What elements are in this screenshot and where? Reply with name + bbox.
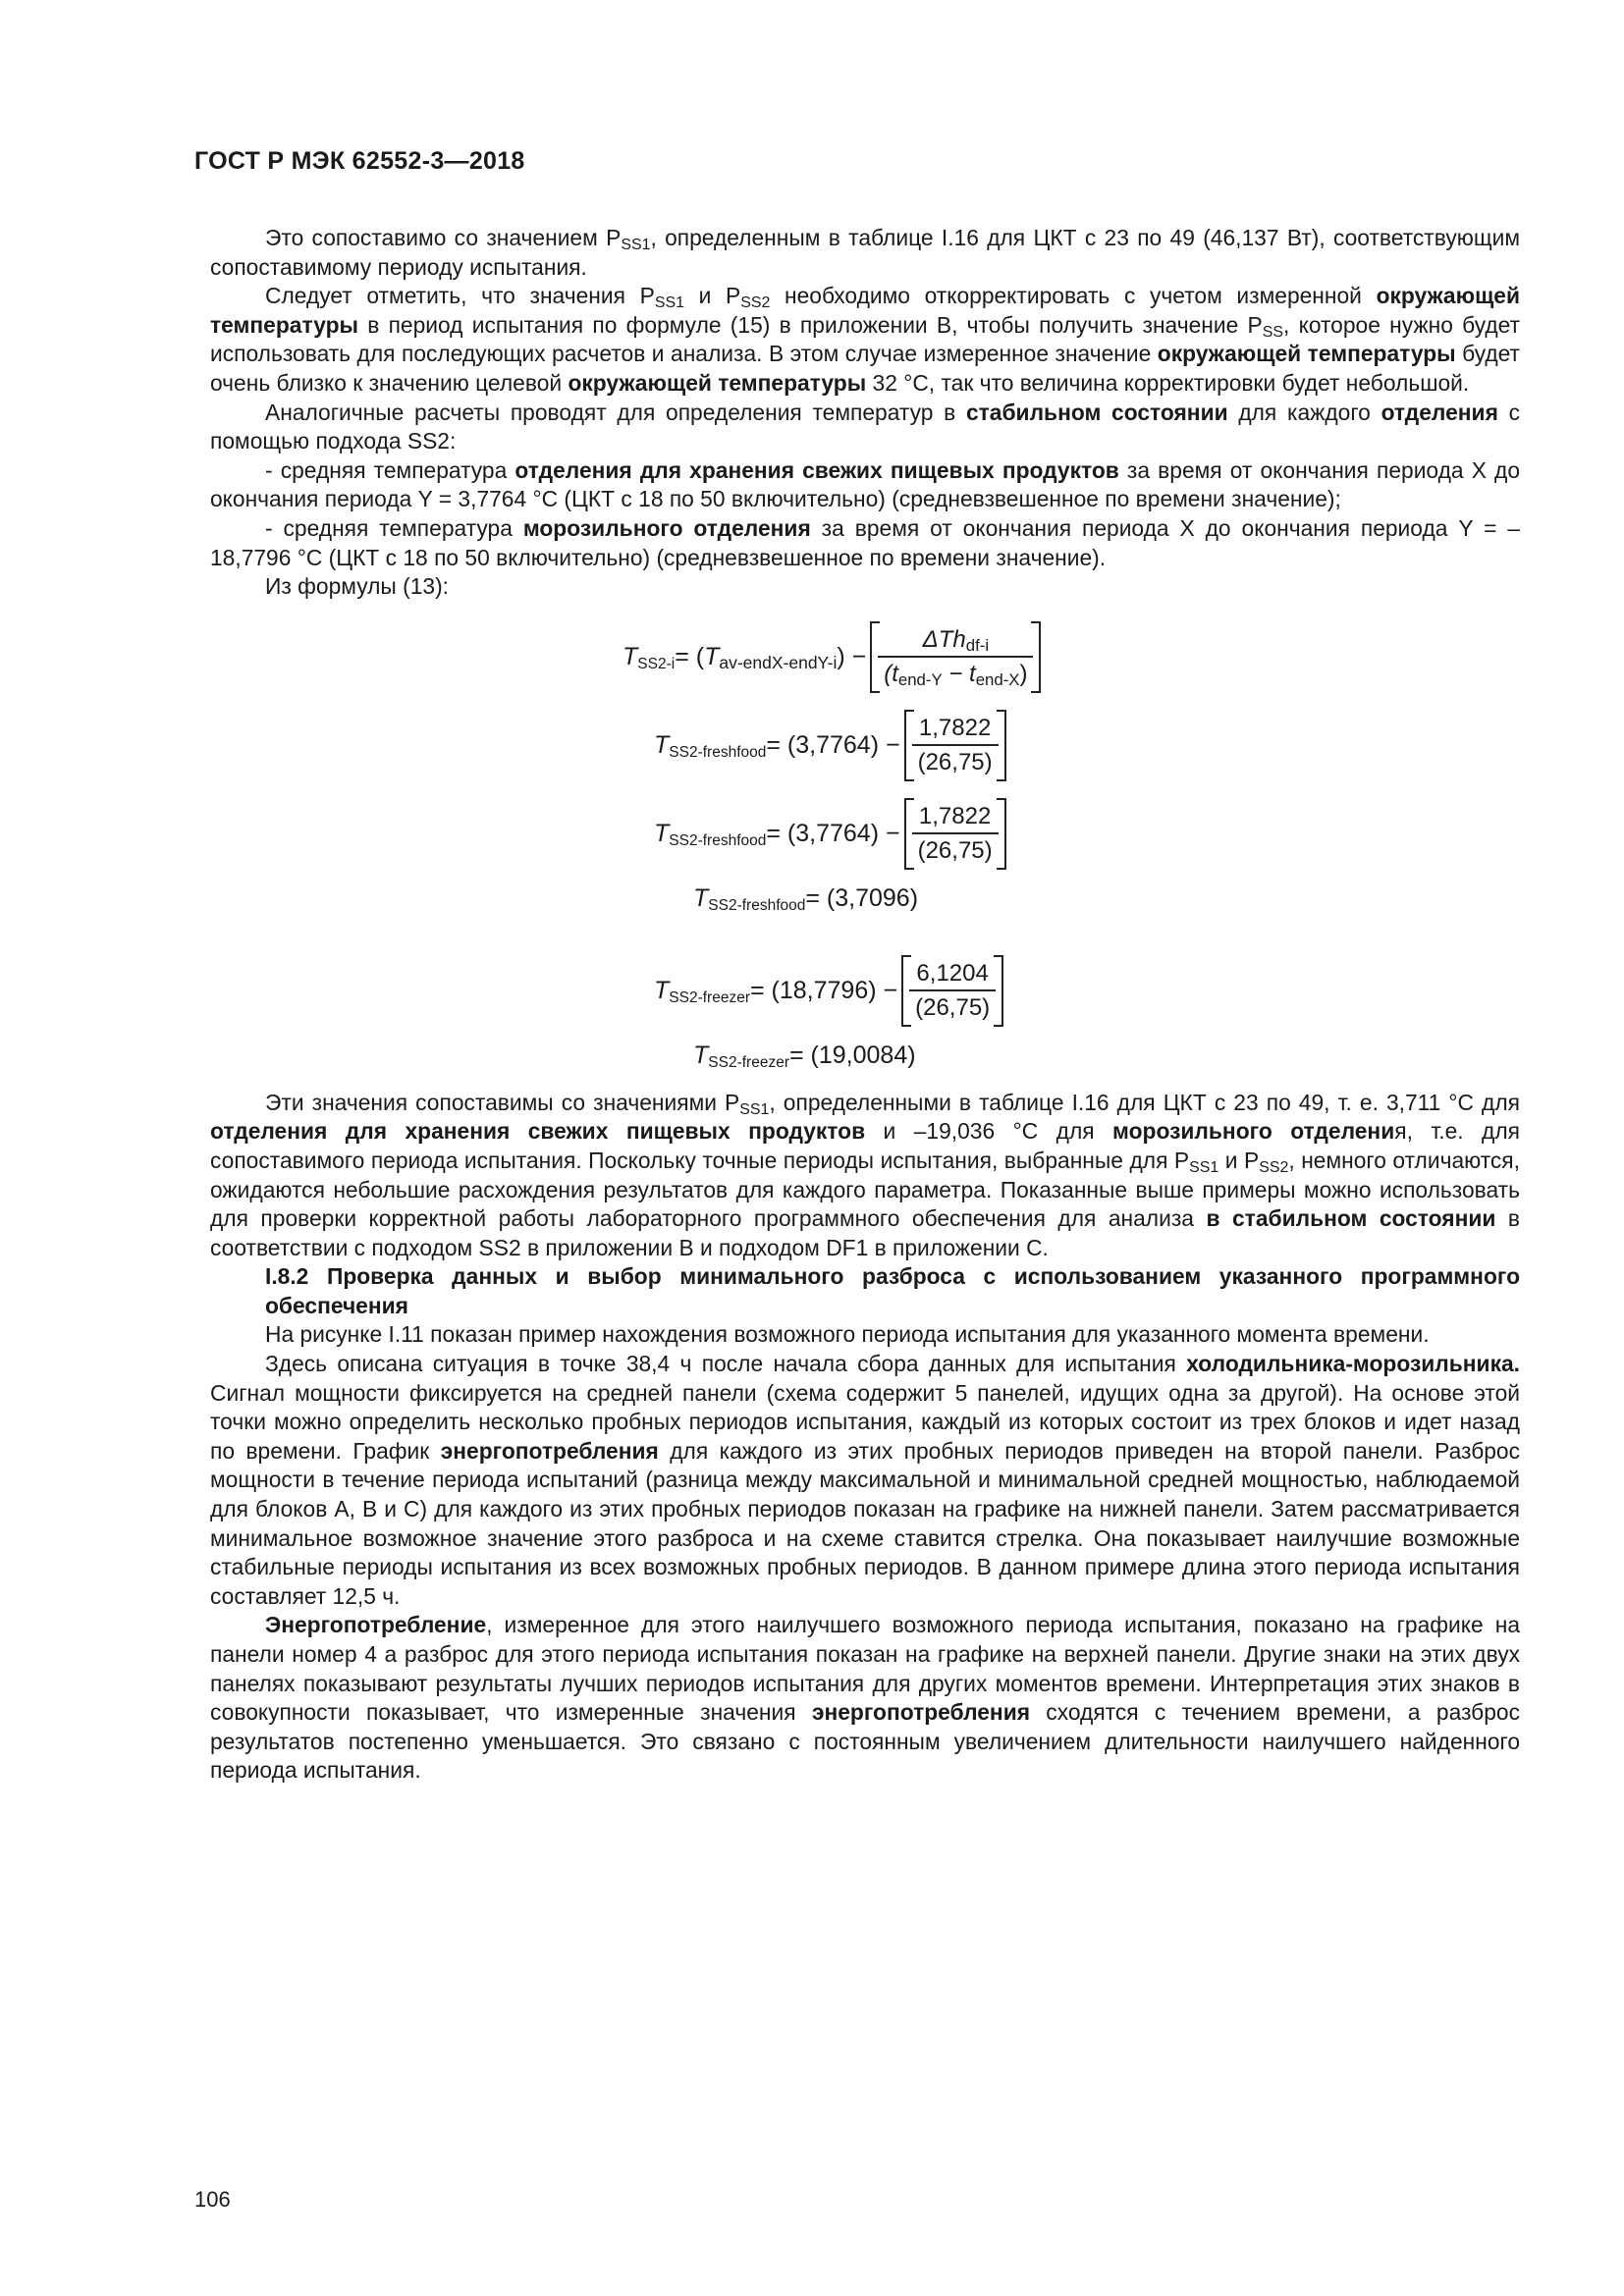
- formula-freshfood-2: $T_{SS2-freshfood}$ = (3,7764) − $\frac{1,7822}{(26,75)}$: [654, 798, 1006, 870]
- paragraph: Из формулы (13):: [265, 573, 450, 600]
- formula-ss2-i: $T_{SS2-i}$ = $(T_{av-endX-endY-i})$ − $\frac{\Delta Th_{df-i}}{(t_{end-Y} - t_{end-X})}$: [623, 621, 1041, 693]
- list-item: - средняя температура морозильного отделения за время от окончания периода X до окончания периода Y = –18,7796 °С (ЦКТ с 18 по 50 включительно) (средневзвешенное по времени значение).: [210, 514, 1520, 570]
- document-body: [210, 224, 1520, 1786]
- paragraph: Энергопотребление, измеренное для этого наилучшего возможного периода испытания, показано на графике на панели номер 4 а разброс для этого периода испытания показан на графике на верхней панели. Другие знаки на этих двух панелях показывают результаты лучших периодов испытания для других моментов времени. Интерпретация этих знаков в совокупности показывает, что измеренные значения энергопотребления сходятся с течением времени, а разброс результатов постепенно уменьшается. Это связано с постоянным увеличением длительности наилучшего найденного периода испытания.: [210, 1612, 1520, 1784]
- formula-freezer: $T_{SS2-freezer}$ = (18,7796) − $\frac{6,1204}{(26,75)}$: [654, 955, 1003, 1027]
- paragraph: Здесь описана ситуация в точке 38,4 ч после начала сбора данных для испытания холодильника-морозильника. Сигнал мощности фиксируется на средней панели (схема содержит 5 панелей, идущих одна за другой). На основе этой точки можно определить несколько пробных периодов испытания, каждый из которых состоит из трех блоков и идет назад по времени. График энергопотребления для каждого из этих пробных периодов приведен на второй панели. Разброс мощности в течение периода испытаний (разница между максимальной и минимальной средней мощностью, наблюдаемой для блоков A, B и C) для каждого из этих пробных периодов показан на графике на нижней панели. Затем рассматривается минимальное возможное значение этого разброса и на схеме ставится стрелка. Она показывает наилучшие возможные стабильные периоды испытания из всех возможных пробных периодов. В данном примере длина этого периода испытания составляет 12,5 ч.: [210, 1351, 1521, 1609]
- paragraph: На рисунке I.11 показан пример нахождения возможного периода испытания для указанного момента времени.: [265, 1321, 1430, 1348]
- formula-freshfood-1: $T_{SS2-freshfood}$ = (3,7764) − $\frac{1,7822}{(26,75)}$: [654, 710, 1006, 781]
- document-header: ГОСТ Р МЭК 62552-3—2018: [194, 147, 525, 175]
- page-number: 106: [194, 2187, 231, 2212]
- paragraph: Аналогичные расчеты проводят для определения температур в стабильном состоянии для каждого отделения с помощью подхода SS2:: [210, 399, 1520, 454]
- formula-block: [210, 602, 1520, 1089]
- paragraph: Это сопоставимо со значением $P_{SS1}$, определенным в таблице I.16 для ЦКТ с 23 по 49 (46,137 Вт), соответствующим сопоставимому периоду испытания.: [210, 225, 1520, 280]
- formula-freezer-result: $T_{SS2-freezer}$ = (19,0084): [693, 1041, 916, 1071]
- paragraph: Эти значения сопоставимы со значениями $P_{SS1}$, определенными в таблице I.16 для ЦКТ с 23 по 49, т. е. 3,711 °С для отделения для хранения свежих пищевых продуктов и –19,036 °С для морозильного отделения, т.е. для сопоставимого периода испытания. Поскольку точные периоды испытания, выбранные для $P_{SS1}$ и $P_{SS2}$, немного отличаются, ожидаются небольшие расхождения результатов для каждого параметра. Показанные выше примеры можно использовать для проверки корректной работы лабораторного программного обеспечения для анализа в стабильном состоянии в соответствии с подходом SS2 в приложении B и подходом DF1 в приложении C.: [210, 1089, 1521, 1260]
- formula-freshfood-result: $T_{SS2-freshfood}$ = (3,7096): [693, 883, 919, 914]
- list-item: - средняя температура отделения для хранения свежих пищевых продуктов за время от окончания периода X до окончания периода Y = 3,7764 °С (ЦКТ с 18 по 50 включительно) (средневзвешенное по времени значение);: [210, 456, 1521, 512]
- paragraph: Следует отметить, что значения $P_{SS1}$ и $P_{SS2}$ необходимо откорректировать с учетом измеренной окружающей температуры в период испытания по формуле (15) в приложении B, чтобы получить значение $P_{SS}$, которое нужно будет использовать для последующих расчетов и анализа. В этом случае измеренное значение окружающей температуры будет очень близко к значению целевой окружающей температуры 32 °С, так что величина корректировки будет небольшой.: [210, 283, 1521, 396]
- section-heading: I.8.2 Проверка данных и выбор минимального разброса с использованием указанного программного обеспечения: [265, 1263, 1520, 1318]
